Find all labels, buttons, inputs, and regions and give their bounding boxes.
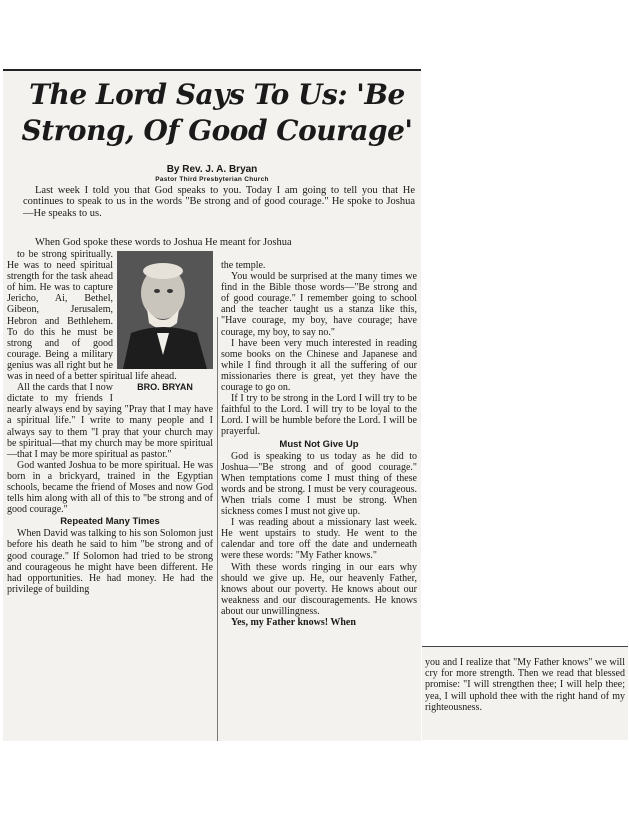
photo-caption: BRO. BRYAN (137, 382, 193, 393)
left-paragraph-2: All the cards that I now dictate to my friends I nearly always end by saying "Pray that I may have a spiritual life." I write to many people and I always say to them "I pray that your church may be spiritual—that my church may be more spiritual—that I may be more spiritual as pastor." (7, 382, 213, 460)
portrait-image (117, 251, 213, 369)
right-paragraph-7-end: Yes, my Father knows! When (231, 617, 356, 628)
left-column (7, 249, 213, 595)
subhead-must-not-give-up: Must Not Give Up (279, 438, 359, 450)
article-clipping (3, 69, 421, 741)
continuation-clipping (422, 646, 628, 740)
right-paragraph-3: I have been very much interested in reading some books on the Chinese and Japanese and while I find through it all the suffering of our missionaries there is great, yet they have the courage to go on. (221, 337, 417, 394)
right-paragraph-7: With these words ringing in our ears why should we give up. He, our heavenly Father, knows about our poverty. He knows about our weakness and our discouragements. He knows about our unwillingness. (221, 561, 417, 617)
lead-sentence: When God spoke these words to Joshua He meant for Joshua (35, 237, 292, 248)
byline-subtitle: Pastor Third Presbyterian Church (155, 176, 269, 183)
left-paragraph-1: to be strong spiritually. He was to need spiritual strength for the task ahead of him. He was to capture Jericho, Ai, Bethel, Gibeon, Jerusalem, Hebron and Bethlehem. To do this he must be strong and of good courage. Being a military genius was all right but he was in need of a better spiritual life ahead. (7, 249, 177, 383)
right-paragraph-6: I was reading about a missionary last week. He went upstairs to study. He went to the calendar and tore off the date and underneath were these words: "My Father knows." (221, 517, 417, 562)
subhead-repeated: Repeated Many Times (60, 516, 160, 528)
left-paragraph-4: When David was talking to his son Solomon just before his death he said to him "be strong and of good courage." If Solomon had tried to be strong and courageous he might have been different. He had opportunities. He had money. He had the privilege of building (7, 528, 213, 595)
right-column (221, 260, 417, 628)
column-divider (217, 317, 218, 741)
continuation-paragraph: you and I realize that "My Father knows" we will cry for more strength. Then we read that blessed promise: "I will strengthen thee; I will help thee; yea, I will uphold thee with the right hand of my righteousness. (425, 657, 625, 713)
right-paragraph-4: If I try to be strong in the Lord I will try to be faithful to the Lord. I will try to be loyal to the Lord. I will be humble before the Lord. I will be prayerful. (221, 393, 417, 438)
intro-paragraph: Last week I told you that God speaks to you. Today I am going to tell you that He continues to speak to us in the words "Be strong and of good courage." He spoke to Joshua—He speaks to us. (23, 185, 415, 219)
byline: By Rev. J. A. Bryan (166, 164, 258, 175)
right-paragraph-5: God is speaking to us today as he did to Joshua—"Be strong and of good courage." When temptations come I must thing of these words and be strong. I must be very courageous. When trials come I must be strong. When sickness comes I must not give up. (221, 450, 417, 518)
left-paragraph-3: God wanted Joshua to be more spiritual. He was born in a brickyard, trained in the Egyptian schools, became the friend of Moses and now God tells him along with all of this to "be strong and of good courage." (7, 459, 213, 516)
right-paragraph-1: the temple. (221, 260, 266, 271)
headline: The Lord Says To Us: 'Be Strong, Of Good Courage' (21, 78, 413, 147)
right-paragraph-2: You would be surprised at the many times we find in the Bible those words—"Be strong and of good courage." I remember going to school and the teacher taught us a stanza like this, "Have courage, my boy, have courage; have courage, my boy, to say no." (221, 271, 417, 338)
portrait-photo (117, 251, 213, 369)
